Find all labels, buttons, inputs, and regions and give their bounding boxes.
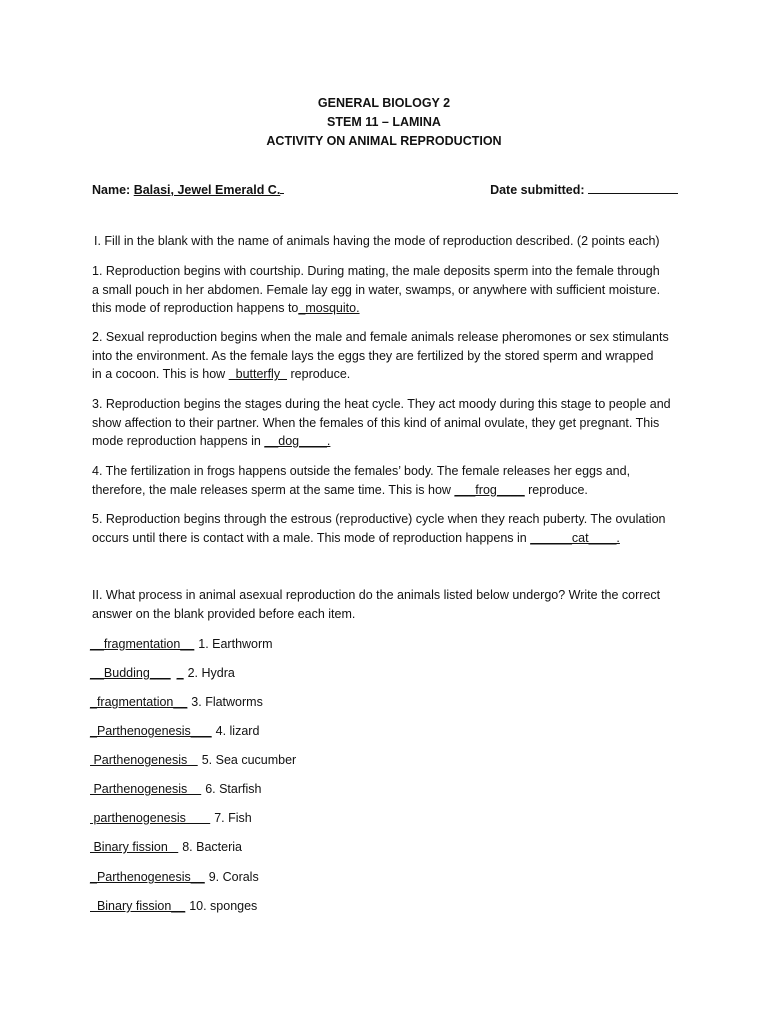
q3-answer: __dog____. xyxy=(264,434,331,448)
list-item xyxy=(90,868,259,886)
q2-line2: into the environment. As the female lays the eggs they are fertilized by the stored sperm and wrapped xyxy=(92,348,654,363)
list-item xyxy=(90,664,235,682)
q1-text: this mode of reproduction happens to xyxy=(92,301,299,315)
document-header xyxy=(0,94,768,151)
item-answer: Binary fission__ xyxy=(90,899,186,913)
list-item xyxy=(90,897,257,915)
q5-text: occurs until there is contact with a male. This mode of reproduction happens in xyxy=(92,530,527,545)
item-label: 10. sponges xyxy=(189,899,258,913)
item-answer: __fragmentation__ xyxy=(90,637,195,651)
date-blank xyxy=(588,180,678,194)
item-gap: _ xyxy=(176,666,184,680)
q4-line1: 4. The fertilization in frogs happens outside the females’ body. The female releases her eggs and, xyxy=(92,464,631,478)
section-title: STEM 11 – LAMINA xyxy=(327,115,441,129)
item-answer: _Parthenogenesis___ xyxy=(90,724,212,738)
q3-line2: show affection to their partner. When the females of this kind of animal ovulate, they get pregnant. This xyxy=(92,415,660,430)
item-label: 7. Fish xyxy=(214,811,252,825)
part2-instruction xyxy=(92,586,682,623)
list-item xyxy=(90,722,259,740)
item-answer: Binary fission xyxy=(90,840,179,854)
list-item xyxy=(90,838,242,856)
q4-text: therefore, the male releases sperm at the same time. This is how xyxy=(92,482,451,497)
question-5 xyxy=(92,510,682,547)
list-item xyxy=(90,780,261,798)
item-label: 3. Flatworms xyxy=(191,695,263,709)
q2-line1: 2. Sexual reproduction begins when the male and female animals release pheromones or sex stimulants xyxy=(92,330,669,344)
q2-line3 xyxy=(92,365,682,384)
q1-answer: _mosquito. xyxy=(298,301,360,315)
list-item xyxy=(90,751,296,769)
q3-line3 xyxy=(92,432,682,451)
q4-answer: ___frog____ xyxy=(454,482,525,497)
name-label: Name: xyxy=(92,183,131,197)
list-item xyxy=(90,635,273,653)
date-label: Date submitted: xyxy=(490,183,585,197)
q4-text-end: reproduce. xyxy=(528,482,588,497)
q1-line2: a small pouch in her abdomen. Female lay egg in water, swamps, or anywhere with sufficient moisture. xyxy=(92,282,661,297)
q5-line2 xyxy=(92,529,682,548)
q3-text: mode reproduction happens in xyxy=(92,434,261,448)
q1-line1: 1. Reproduction begins with courtship. During mating, the male deposits sperm into the female through xyxy=(92,264,660,278)
item-answer: parthenogenesis xyxy=(90,811,211,825)
question-2 xyxy=(92,328,682,384)
q3-line1: 3. Reproduction begins the stages during the heat cycle. They act moody during this stage to people and xyxy=(92,397,671,411)
q2-text-end: reproduce. xyxy=(290,367,351,381)
q1-line3 xyxy=(92,299,682,318)
part2-instruction-line1: II. What process in animal asexual reproduction do the animals listed below undergo? Write the correct xyxy=(92,588,661,602)
list-item xyxy=(90,693,263,711)
item-label: 4. lizard xyxy=(215,724,260,738)
item-label: 2. Hydra xyxy=(187,666,235,680)
course-title: GENERAL BIOLOGY 2 xyxy=(317,96,451,110)
q4-line2 xyxy=(92,481,682,500)
item-label: 9. Corals xyxy=(208,870,259,884)
part2-instruction-line2: answer on the blank provided before each item. xyxy=(92,606,356,621)
q2-answer: butterfly xyxy=(228,367,288,381)
q5-line1: 5. Reproduction begins through the estrous (reproductive) cycle when they reach puberty. The ovulation xyxy=(92,512,666,526)
question-3 xyxy=(92,395,682,451)
q2-text: in a cocoon. This is how xyxy=(92,367,226,381)
item-answer: Parthenogenesis xyxy=(90,782,202,796)
item-label: 1. Earthworm xyxy=(198,637,273,651)
name-row xyxy=(92,180,678,197)
item-answer: Parthenogenesis xyxy=(90,753,198,767)
item-label: 5. Sea cucumber xyxy=(201,753,297,767)
activity-title: ACTIVITY ON ANIMAL REPRODUCTION xyxy=(266,134,502,148)
student-name: Balasi, Jewel Emerald C. xyxy=(133,183,281,197)
date-submitted xyxy=(490,180,678,197)
list-item xyxy=(90,809,252,827)
item-answer: _Parthenogenesis__ xyxy=(90,870,205,884)
question-4 xyxy=(92,462,682,499)
question-1 xyxy=(92,262,682,318)
part1-instruction: I. Fill in the blank with the name of animals having the mode of reproduction described. (2 points each) xyxy=(94,234,660,248)
q5-answer: ______cat____. xyxy=(530,530,620,545)
item-answer: _fragmentation__ xyxy=(90,695,188,709)
item-answer: __Budding___ xyxy=(90,666,171,680)
item-label: 8. Bacteria xyxy=(182,840,242,854)
item-label: 6. Starfish xyxy=(205,782,262,796)
